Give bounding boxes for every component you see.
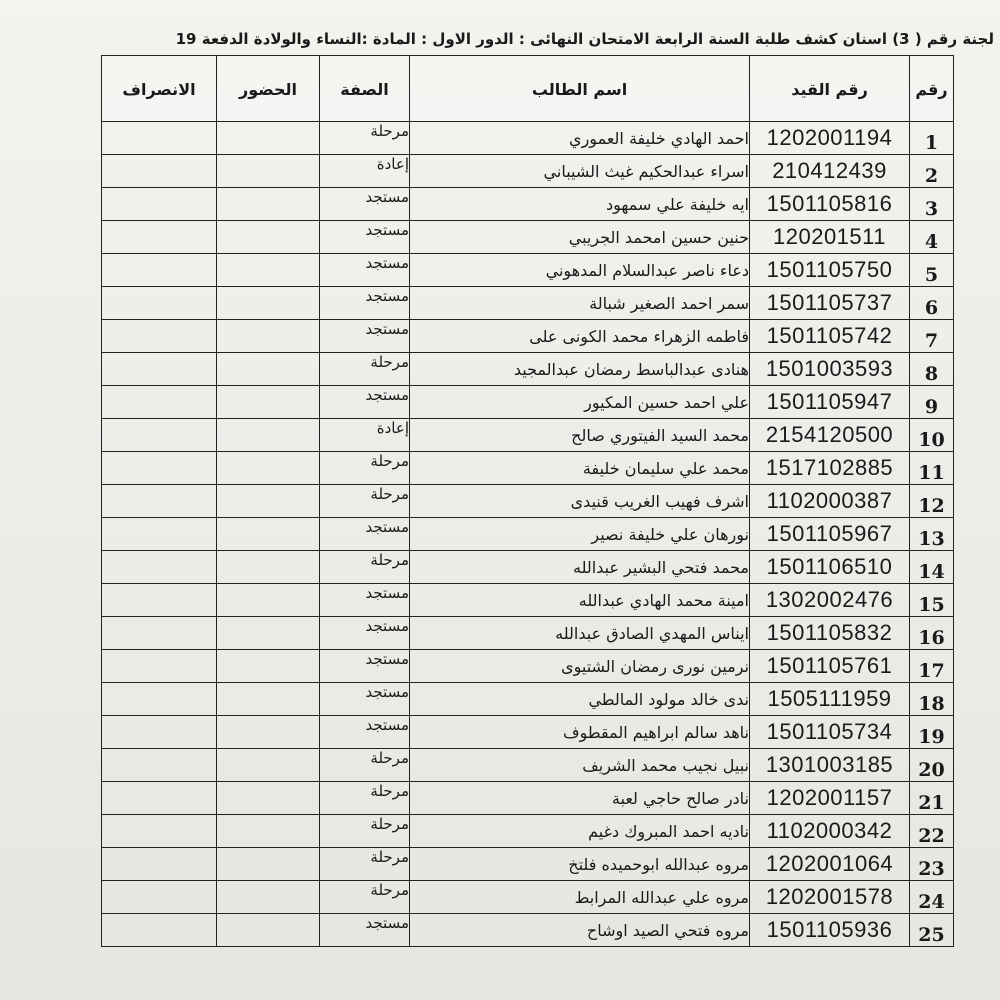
registration-number: 1505111959 [750, 683, 910, 716]
attendance-cell [217, 452, 320, 485]
student-name: امينة محمد الهادي عبدالله [410, 584, 750, 617]
attendance-cell [217, 122, 320, 155]
student-name: ايه خليفة علي سمهود [410, 188, 750, 221]
student-status: مستجد [320, 254, 410, 287]
row-number: 10 [910, 419, 954, 452]
attendance-cell [217, 188, 320, 221]
student-name: حنين حسين امحمد الجريبي [410, 221, 750, 254]
student-status: مستجد [320, 584, 410, 617]
student-name: ندى خالد مولود المالطي [410, 683, 750, 716]
table-row [102, 815, 954, 848]
student-status: مرحلة [320, 749, 410, 782]
attendance-cell [217, 683, 320, 716]
student-name: اشرف فهيب الغريب قنيدى [410, 485, 750, 518]
row-number: 21 [910, 782, 954, 815]
table-row [102, 122, 954, 155]
attendance-cell [217, 584, 320, 617]
departure-cell [102, 617, 217, 650]
student-name: احمد الهادي خليفة العموري [410, 122, 750, 155]
departure-cell [102, 914, 217, 947]
table-row [102, 716, 954, 749]
row-number: 2 [910, 155, 954, 188]
registration-number: 1202001157 [750, 782, 910, 815]
registration-number: 1501106510 [750, 551, 910, 584]
attendance-cell [217, 155, 320, 188]
sheet-title: لجنة رقم ( 3) اسنان كشف طلبة السنة الرابعة الامتحان النهائى : الدور الاول : المادة :النساء والولادة الدفعة 19 [175, 30, 994, 48]
departure-cell [102, 452, 217, 485]
registration-number: 1517102885 [750, 452, 910, 485]
registration-number: 1202001194 [750, 122, 910, 155]
registration-number: 1102000387 [750, 485, 910, 518]
row-number: 6 [910, 287, 954, 320]
row-number: 17 [910, 650, 954, 683]
student-status: مرحلة [320, 815, 410, 848]
row-number: 14 [910, 551, 954, 584]
table-header-row [102, 56, 954, 122]
row-number: 5 [910, 254, 954, 287]
row-number: 11 [910, 452, 954, 485]
student-status: مستجد [320, 221, 410, 254]
header-number: رقم [910, 56, 954, 122]
student-name: نورهان علي خليفة نصير [410, 518, 750, 551]
student-name: محمد السيد الفيتوري صالح [410, 419, 750, 452]
table-row [102, 320, 954, 353]
student-status: مستجد [320, 386, 410, 419]
departure-cell [102, 254, 217, 287]
registration-number: 120201511 [750, 221, 910, 254]
registration-number: 1501105832 [750, 617, 910, 650]
student-status: مستجد [320, 914, 410, 947]
attendance-cell [217, 914, 320, 947]
student-name: دعاء ناصر عبدالسلام المدهوني [410, 254, 750, 287]
row-number: 8 [910, 353, 954, 386]
header-student-name: اسم الطالب [410, 56, 750, 122]
departure-cell [102, 848, 217, 881]
row-number: 12 [910, 485, 954, 518]
departure-cell [102, 419, 217, 452]
registration-number: 1501105750 [750, 254, 910, 287]
table-row [102, 452, 954, 485]
student-name: اسراء عبدالحكيم غيث الشيباني [410, 155, 750, 188]
row-number: 20 [910, 749, 954, 782]
registration-number: 2154120500 [750, 419, 910, 452]
row-number: 7 [910, 320, 954, 353]
row-number: 16 [910, 617, 954, 650]
attendance-cell [217, 221, 320, 254]
attendance-cell [217, 650, 320, 683]
attendance-cell [217, 320, 320, 353]
attendance-cell [217, 881, 320, 914]
departure-cell [102, 221, 217, 254]
student-status: مرحلة [320, 452, 410, 485]
student-name: ناهد سالم ابراهيم المقطوف [410, 716, 750, 749]
departure-cell [102, 122, 217, 155]
table-row [102, 617, 954, 650]
departure-cell [102, 386, 217, 419]
student-status: إعادة [320, 419, 410, 452]
table-row [102, 584, 954, 617]
attendance-cell [217, 716, 320, 749]
attendance-cell [217, 551, 320, 584]
attendance-cell [217, 353, 320, 386]
attendance-cell [217, 254, 320, 287]
registration-number: 1501105761 [750, 650, 910, 683]
attendance-cell [217, 617, 320, 650]
student-name: علي احمد حسين المكيور [410, 386, 750, 419]
departure-cell [102, 551, 217, 584]
registration-number: 1102000342 [750, 815, 910, 848]
student-name: هنادى عبدالباسط رمضان عبدالمجيد [410, 353, 750, 386]
departure-cell [102, 353, 217, 386]
row-number: 4 [910, 221, 954, 254]
student-name: فاطمه الزهراء محمد الكونى على [410, 320, 750, 353]
student-status: مستجد [320, 188, 410, 221]
student-name: محمد علي سليمان خليفة [410, 452, 750, 485]
student-name: ايناس المهدي الصادق عبدالله [410, 617, 750, 650]
registration-number: 1501105737 [750, 287, 910, 320]
row-number: 25 [910, 914, 954, 947]
attendance-cell [217, 848, 320, 881]
header-status: الصفة [320, 56, 410, 122]
table-row [102, 254, 954, 287]
row-number: 18 [910, 683, 954, 716]
table-row [102, 386, 954, 419]
table-row [102, 650, 954, 683]
row-number: 24 [910, 881, 954, 914]
attendance-cell [217, 386, 320, 419]
table-row [102, 683, 954, 716]
student-name: مروه علي عبدالله المرابط [410, 881, 750, 914]
table-row [102, 419, 954, 452]
student-status: مستجد [320, 716, 410, 749]
attendance-cell [217, 782, 320, 815]
departure-cell [102, 782, 217, 815]
registration-number: 1302002476 [750, 584, 910, 617]
student-status: مستجد [320, 683, 410, 716]
student-roster-table [101, 55, 954, 947]
student-name: مروه عبدالله ابوحميده فلتخ [410, 848, 750, 881]
student-name: نرمين نورى رمضان الشتيوى [410, 650, 750, 683]
registration-number: 1301003185 [750, 749, 910, 782]
table-row [102, 914, 954, 947]
attendance-cell [217, 749, 320, 782]
registration-number: 1501105742 [750, 320, 910, 353]
row-number: 3 [910, 188, 954, 221]
table-row [102, 551, 954, 584]
table-row [102, 287, 954, 320]
header-departure: الانصراف [102, 56, 217, 122]
table-body [102, 122, 954, 947]
departure-cell [102, 188, 217, 221]
table-row [102, 782, 954, 815]
student-name: نبيل نجيب محمد الشريف [410, 749, 750, 782]
student-status: مستجد [320, 287, 410, 320]
student-status: مرحلة [320, 353, 410, 386]
departure-cell [102, 683, 217, 716]
departure-cell [102, 881, 217, 914]
departure-cell [102, 485, 217, 518]
student-status: مستجد [320, 320, 410, 353]
row-number: 22 [910, 815, 954, 848]
registration-number: 1501105816 [750, 188, 910, 221]
student-status: مرحلة [320, 782, 410, 815]
student-name: ناديه احمد المبروك دغيم [410, 815, 750, 848]
row-number: 1 [910, 122, 954, 155]
registration-number: 1202001578 [750, 881, 910, 914]
registration-number: 1501105947 [750, 386, 910, 419]
row-number: 13 [910, 518, 954, 551]
attendance-cell [217, 419, 320, 452]
student-status: مستجد [320, 617, 410, 650]
row-number: 19 [910, 716, 954, 749]
student-status: إعادة [320, 155, 410, 188]
attendance-cell [217, 518, 320, 551]
table-row [102, 848, 954, 881]
student-name: نادر صالح حاجي لعبة [410, 782, 750, 815]
student-status: مستجد [320, 518, 410, 551]
student-name: مروه فتحي الصيد اوشاح [410, 914, 750, 947]
departure-cell [102, 716, 217, 749]
row-number: 23 [910, 848, 954, 881]
departure-cell [102, 155, 217, 188]
registration-number: 1501105734 [750, 716, 910, 749]
registration-number: 1202001064 [750, 848, 910, 881]
row-number: 15 [910, 584, 954, 617]
departure-cell [102, 518, 217, 551]
student-status: مرحلة [320, 485, 410, 518]
table-row [102, 188, 954, 221]
registration-number: 1501003593 [750, 353, 910, 386]
departure-cell [102, 584, 217, 617]
header-registration: رقم القيد [750, 56, 910, 122]
table-row [102, 155, 954, 188]
student-status: مستجد [320, 650, 410, 683]
departure-cell [102, 320, 217, 353]
attendance-cell [217, 815, 320, 848]
header-attendance: الحضور [217, 56, 320, 122]
table-row [102, 881, 954, 914]
student-status: مرحلة [320, 551, 410, 584]
registration-number: 210412439 [750, 155, 910, 188]
registration-number: 1501105967 [750, 518, 910, 551]
student-status: مرحلة [320, 848, 410, 881]
table-row [102, 221, 954, 254]
table-row [102, 353, 954, 386]
table-row [102, 485, 954, 518]
table-row [102, 749, 954, 782]
departure-cell [102, 749, 217, 782]
table-row [102, 518, 954, 551]
student-status: مرحلة [320, 881, 410, 914]
departure-cell [102, 287, 217, 320]
student-name: سمر احمد الصغير شبالة [410, 287, 750, 320]
registration-number: 1501105936 [750, 914, 910, 947]
attendance-cell [217, 485, 320, 518]
student-name: محمد فتحي البشير عبدالله [410, 551, 750, 584]
departure-cell [102, 650, 217, 683]
attendance-cell [217, 287, 320, 320]
student-status: مرحلة [320, 122, 410, 155]
row-number: 9 [910, 386, 954, 419]
departure-cell [102, 815, 217, 848]
